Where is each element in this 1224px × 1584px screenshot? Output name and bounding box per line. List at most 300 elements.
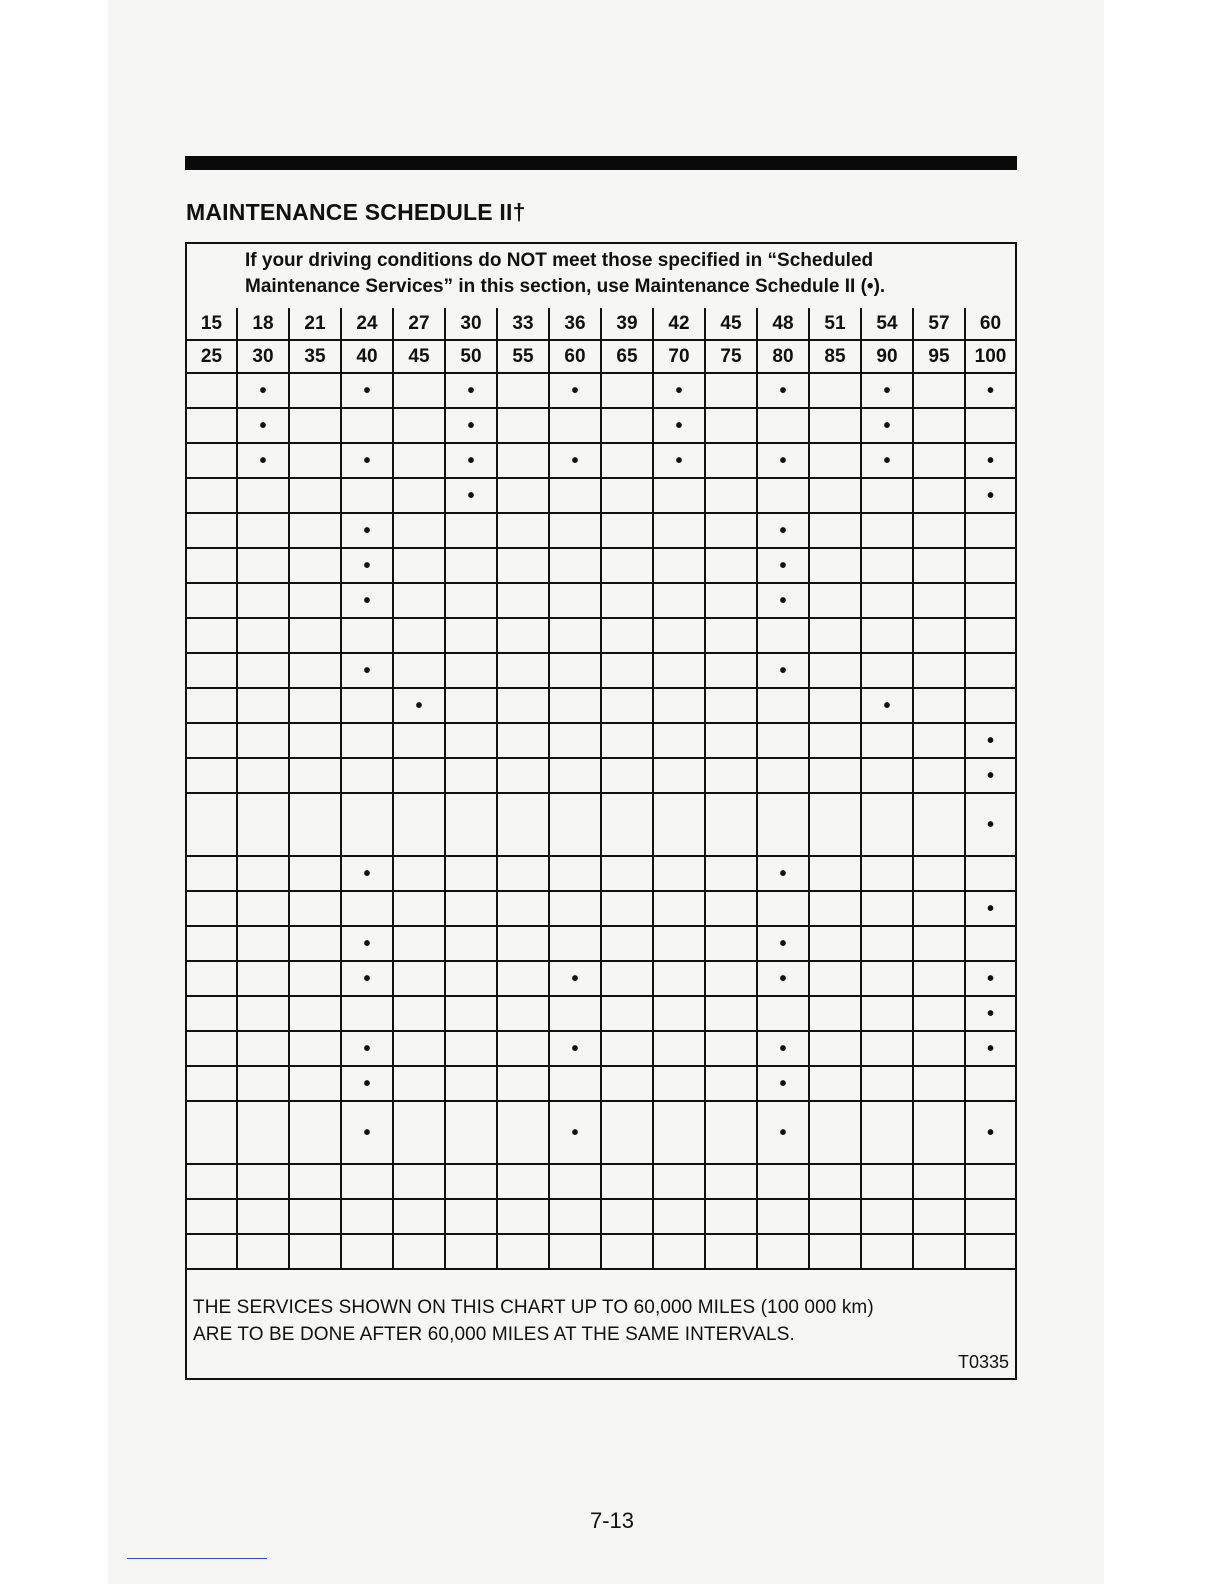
service-empty-cell [705, 1031, 757, 1066]
service-empty-cell [187, 856, 237, 891]
service-empty-cell [913, 373, 965, 408]
service-empty-cell [445, 548, 497, 583]
service-empty-cell [497, 548, 549, 583]
service-empty-cell [237, 478, 289, 513]
service-empty-cell [445, 1066, 497, 1101]
service-mark-cell: • [445, 443, 497, 478]
miles-header-row-cell: 36 [549, 308, 601, 340]
km-header-row-cell: 85 [809, 340, 861, 373]
service-empty-cell [601, 408, 653, 443]
service-empty-cell [705, 891, 757, 926]
service-empty-cell [601, 961, 653, 996]
service-empty-cell [809, 1066, 861, 1101]
service-empty-cell [809, 478, 861, 513]
service-empty-cell [601, 373, 653, 408]
service-row [187, 758, 1015, 793]
service-mark-cell: • [549, 373, 601, 408]
service-empty-cell [965, 1164, 1015, 1199]
service-empty-cell [861, 891, 913, 926]
service-empty-cell [549, 723, 601, 758]
service-mark-cell: • [549, 1031, 601, 1066]
service-empty-cell [445, 1234, 497, 1269]
service-mark-cell: • [237, 443, 289, 478]
service-mark-cell: • [549, 1101, 601, 1164]
service-empty-cell [705, 583, 757, 618]
schedule-table [187, 308, 1015, 1270]
service-empty-cell [497, 856, 549, 891]
service-empty-cell [187, 961, 237, 996]
service-empty-cell [445, 723, 497, 758]
service-empty-cell [341, 996, 393, 1031]
service-empty-cell [705, 961, 757, 996]
service-empty-cell [965, 1234, 1015, 1269]
miles-header-row-cell: 18 [237, 308, 289, 340]
km-header-row-cell: 40 [341, 340, 393, 373]
service-empty-cell [187, 926, 237, 961]
service-empty-cell [497, 793, 549, 856]
service-empty-cell [341, 618, 393, 653]
service-empty-cell [237, 793, 289, 856]
service-row [187, 996, 1015, 1031]
service-empty-cell [601, 688, 653, 723]
service-empty-cell [601, 1101, 653, 1164]
service-empty-cell [445, 891, 497, 926]
service-empty-cell [549, 1199, 601, 1234]
service-mark-cell: • [653, 408, 705, 443]
service-empty-cell [497, 1066, 549, 1101]
service-empty-cell [809, 758, 861, 793]
service-row [187, 653, 1015, 688]
km-header-row-cell: 50 [445, 340, 497, 373]
service-empty-cell [705, 513, 757, 548]
service-empty-cell [289, 1066, 341, 1101]
service-empty-cell [445, 618, 497, 653]
service-empty-cell [187, 996, 237, 1031]
km-header-row-cell: 95 [913, 340, 965, 373]
miles-header-row-cell: 42 [653, 308, 705, 340]
service-empty-cell [809, 723, 861, 758]
service-empty-cell [549, 793, 601, 856]
service-empty-cell [861, 723, 913, 758]
service-empty-cell [549, 688, 601, 723]
service-empty-cell [861, 583, 913, 618]
service-empty-cell [393, 1066, 445, 1101]
service-row [187, 1101, 1015, 1164]
service-empty-cell [705, 793, 757, 856]
service-mark-cell: • [757, 583, 809, 618]
service-empty-cell [497, 583, 549, 618]
service-row [187, 856, 1015, 891]
service-empty-cell [187, 793, 237, 856]
service-empty-cell [705, 1199, 757, 1234]
service-mark-cell: • [965, 1031, 1015, 1066]
service-empty-cell [445, 1031, 497, 1066]
service-empty-cell [187, 688, 237, 723]
km-header-row-cell: 75 [705, 340, 757, 373]
service-empty-cell [187, 1101, 237, 1164]
service-mark-cell: • [757, 1031, 809, 1066]
service-empty-cell [497, 961, 549, 996]
service-empty-cell [601, 548, 653, 583]
service-empty-cell [341, 1199, 393, 1234]
service-empty-cell [497, 996, 549, 1031]
km-header-row-cell: 100 [965, 340, 1015, 373]
service-row [187, 1234, 1015, 1269]
service-empty-cell [757, 1199, 809, 1234]
service-empty-cell [237, 1101, 289, 1164]
service-empty-cell [601, 723, 653, 758]
service-empty-cell [653, 856, 705, 891]
service-empty-cell [913, 723, 965, 758]
service-empty-cell [913, 793, 965, 856]
service-empty-cell [861, 926, 913, 961]
service-empty-cell [289, 926, 341, 961]
service-empty-cell [393, 758, 445, 793]
service-empty-cell [861, 1234, 913, 1269]
service-empty-cell [497, 443, 549, 478]
miles-header-row-cell: 45 [705, 308, 757, 340]
service-empty-cell [653, 688, 705, 723]
service-empty-cell [653, 548, 705, 583]
service-mark-cell: • [757, 373, 809, 408]
service-empty-cell [809, 856, 861, 891]
service-empty-cell [549, 583, 601, 618]
service-empty-cell [393, 513, 445, 548]
service-empty-cell [705, 1101, 757, 1164]
service-empty-cell [601, 856, 653, 891]
service-empty-cell [187, 1199, 237, 1234]
service-mark-cell: • [965, 996, 1015, 1031]
service-empty-cell [393, 373, 445, 408]
service-empty-cell [289, 1199, 341, 1234]
service-empty-cell [497, 1164, 549, 1199]
bottom-link-underline [127, 1558, 267, 1559]
service-empty-cell [289, 548, 341, 583]
service-empty-cell [965, 1199, 1015, 1234]
service-empty-cell [913, 478, 965, 513]
service-empty-cell [861, 1164, 913, 1199]
service-empty-cell [757, 478, 809, 513]
service-empty-cell [601, 478, 653, 513]
service-empty-cell [237, 856, 289, 891]
service-empty-cell [341, 478, 393, 513]
service-empty-cell [913, 443, 965, 478]
service-empty-cell [549, 891, 601, 926]
service-mark-cell: • [341, 653, 393, 688]
service-mark-cell: • [341, 1066, 393, 1101]
intro-text [245, 248, 1005, 300]
km-header-row-cell: 25 [187, 340, 237, 373]
service-mark-cell: • [341, 1101, 393, 1164]
service-empty-cell [965, 618, 1015, 653]
service-mark-cell: • [445, 408, 497, 443]
service-mark-cell: • [861, 373, 913, 408]
service-empty-cell [705, 926, 757, 961]
service-empty-cell [237, 758, 289, 793]
service-mark-cell: • [757, 548, 809, 583]
service-mark-cell: • [757, 856, 809, 891]
service-mark-cell: • [549, 443, 601, 478]
service-empty-cell [913, 1066, 965, 1101]
service-empty-cell [809, 443, 861, 478]
service-empty-cell [549, 513, 601, 548]
top-rule [185, 156, 1017, 170]
service-empty-cell [445, 856, 497, 891]
miles-header-row-cell: 24 [341, 308, 393, 340]
service-mark-cell: • [965, 443, 1015, 478]
service-empty-cell [861, 758, 913, 793]
service-empty-cell [237, 1066, 289, 1101]
service-empty-cell [393, 618, 445, 653]
service-empty-cell [393, 926, 445, 961]
service-row [187, 408, 1015, 443]
km-header-row-cell: 55 [497, 340, 549, 373]
service-empty-cell [809, 996, 861, 1031]
service-empty-cell [289, 688, 341, 723]
service-empty-cell [601, 891, 653, 926]
service-empty-cell [497, 688, 549, 723]
service-empty-cell [549, 926, 601, 961]
service-empty-cell [757, 1234, 809, 1269]
service-empty-cell [705, 443, 757, 478]
service-mark-cell: • [965, 793, 1015, 856]
km-header-row-cell: 45 [393, 340, 445, 373]
service-row [187, 688, 1015, 723]
service-empty-cell [445, 926, 497, 961]
service-empty-cell [757, 1164, 809, 1199]
service-empty-cell [497, 513, 549, 548]
service-empty-cell [549, 1234, 601, 1269]
service-empty-cell [861, 1101, 913, 1164]
service-empty-cell [237, 548, 289, 583]
service-empty-cell [445, 1199, 497, 1234]
km-header-row-cell: 30 [237, 340, 289, 373]
service-empty-cell [653, 961, 705, 996]
service-empty-cell [601, 513, 653, 548]
service-empty-cell [913, 548, 965, 583]
service-empty-cell [861, 513, 913, 548]
service-empty-cell [393, 1031, 445, 1066]
service-mark-cell: • [341, 583, 393, 618]
service-empty-cell [237, 926, 289, 961]
service-empty-cell [289, 443, 341, 478]
service-row [187, 513, 1015, 548]
service-empty-cell [445, 961, 497, 996]
service-empty-cell [497, 1234, 549, 1269]
km-header-row-cell: 60 [549, 340, 601, 373]
miles-header-row-cell: 39 [601, 308, 653, 340]
service-empty-cell [445, 583, 497, 618]
km-header-row-cell: 90 [861, 340, 913, 373]
service-mark-cell: • [861, 688, 913, 723]
service-mark-cell: • [861, 443, 913, 478]
service-empty-cell [497, 1199, 549, 1234]
service-empty-cell [187, 548, 237, 583]
service-empty-cell [549, 653, 601, 688]
service-empty-cell [497, 1101, 549, 1164]
service-empty-cell [237, 1031, 289, 1066]
service-empty-cell [445, 758, 497, 793]
service-empty-cell [653, 653, 705, 688]
service-mark-cell: • [757, 926, 809, 961]
miles-header-row-cell: 54 [861, 308, 913, 340]
service-empty-cell [237, 961, 289, 996]
service-empty-cell [705, 373, 757, 408]
service-empty-cell [289, 1031, 341, 1066]
service-empty-cell [913, 926, 965, 961]
service-mark-cell: • [965, 961, 1015, 996]
service-empty-cell [809, 1234, 861, 1269]
service-mark-cell: • [965, 758, 1015, 793]
service-empty-cell [601, 1234, 653, 1269]
service-empty-cell [965, 548, 1015, 583]
service-empty-cell [289, 513, 341, 548]
service-empty-cell [237, 1164, 289, 1199]
service-row [187, 478, 1015, 513]
service-empty-cell [809, 1199, 861, 1234]
service-empty-cell [187, 478, 237, 513]
footer-line-1: THE SERVICES SHOWN ON THIS CHART UP TO 60,000 MILES (100 000 km) [193, 1297, 874, 1318]
service-empty-cell [809, 688, 861, 723]
service-empty-cell [705, 758, 757, 793]
service-empty-cell [445, 513, 497, 548]
service-empty-cell [497, 408, 549, 443]
service-empty-cell [861, 653, 913, 688]
service-empty-cell [393, 1234, 445, 1269]
service-row [187, 548, 1015, 583]
service-empty-cell [289, 723, 341, 758]
service-row [187, 373, 1015, 408]
service-empty-cell [549, 1066, 601, 1101]
service-empty-cell [237, 1199, 289, 1234]
service-empty-cell [809, 1101, 861, 1164]
service-empty-cell [757, 618, 809, 653]
service-empty-cell [653, 1199, 705, 1234]
service-empty-cell [757, 891, 809, 926]
service-empty-cell [601, 618, 653, 653]
service-empty-cell [549, 478, 601, 513]
service-empty-cell [913, 961, 965, 996]
service-mark-cell: • [393, 688, 445, 723]
service-empty-cell [393, 548, 445, 583]
service-empty-cell [913, 996, 965, 1031]
service-empty-cell [549, 408, 601, 443]
service-mark-cell: • [757, 443, 809, 478]
service-mark-cell: • [965, 373, 1015, 408]
service-empty-cell [705, 996, 757, 1031]
chart-code: T0335 [957, 1352, 1009, 1372]
km-header-row-cell: 35 [289, 340, 341, 373]
service-empty-cell [913, 688, 965, 723]
service-empty-cell [289, 1164, 341, 1199]
service-mark-cell: • [445, 373, 497, 408]
service-empty-cell [601, 1031, 653, 1066]
service-empty-cell [913, 1234, 965, 1269]
service-row [187, 793, 1015, 856]
service-row [187, 443, 1015, 478]
service-empty-cell [653, 758, 705, 793]
service-empty-cell [653, 1066, 705, 1101]
service-empty-cell [187, 408, 237, 443]
service-empty-cell [809, 891, 861, 926]
service-row [187, 891, 1015, 926]
service-empty-cell [913, 856, 965, 891]
service-mark-cell: • [341, 1031, 393, 1066]
service-empty-cell [393, 961, 445, 996]
miles-header-row-cell: 60 [965, 308, 1015, 340]
service-empty-cell [965, 513, 1015, 548]
service-empty-cell [341, 688, 393, 723]
service-empty-cell [809, 408, 861, 443]
service-mark-cell: • [757, 961, 809, 996]
service-empty-cell [913, 513, 965, 548]
service-empty-cell [289, 793, 341, 856]
service-mark-cell: • [237, 373, 289, 408]
page-title: MAINTENANCE SCHEDULE II† [186, 199, 526, 225]
service-empty-cell [705, 1164, 757, 1199]
service-empty-cell [289, 1234, 341, 1269]
intro-line-2: Maintenance Services” in this section, use Maintenance Schedule II (•). [245, 276, 886, 297]
service-empty-cell [757, 408, 809, 443]
miles-header-row-cell: 57 [913, 308, 965, 340]
service-empty-cell [705, 478, 757, 513]
service-empty-cell [861, 961, 913, 996]
service-row [187, 1066, 1015, 1101]
service-empty-cell [237, 996, 289, 1031]
service-empty-cell [757, 793, 809, 856]
service-empty-cell [445, 793, 497, 856]
service-empty-cell [187, 513, 237, 548]
service-empty-cell [913, 1164, 965, 1199]
service-mark-cell: • [757, 1101, 809, 1164]
service-empty-cell [913, 618, 965, 653]
service-mark-cell: • [341, 548, 393, 583]
service-empty-cell [653, 1031, 705, 1066]
service-empty-cell [497, 926, 549, 961]
service-row [187, 618, 1015, 653]
service-empty-cell [653, 793, 705, 856]
service-empty-cell [289, 996, 341, 1031]
service-empty-cell [809, 618, 861, 653]
service-empty-cell [187, 1031, 237, 1066]
service-mark-cell: • [757, 1066, 809, 1101]
service-empty-cell [289, 618, 341, 653]
service-empty-cell [289, 583, 341, 618]
service-mark-cell: • [549, 961, 601, 996]
service-empty-cell [653, 478, 705, 513]
service-empty-cell [549, 1164, 601, 1199]
service-empty-cell [237, 513, 289, 548]
service-empty-cell [601, 1164, 653, 1199]
service-empty-cell [913, 1031, 965, 1066]
service-empty-cell [445, 996, 497, 1031]
service-empty-cell [653, 891, 705, 926]
service-empty-cell [237, 723, 289, 758]
service-empty-cell [705, 723, 757, 758]
service-empty-cell [187, 758, 237, 793]
service-empty-cell [601, 443, 653, 478]
service-mark-cell: • [965, 723, 1015, 758]
service-empty-cell [705, 548, 757, 583]
service-row [187, 723, 1015, 758]
service-empty-cell [187, 443, 237, 478]
service-empty-cell [965, 856, 1015, 891]
service-empty-cell [289, 758, 341, 793]
service-mark-cell: • [757, 513, 809, 548]
service-empty-cell [445, 688, 497, 723]
service-empty-cell [187, 1164, 237, 1199]
service-empty-cell [187, 1066, 237, 1101]
